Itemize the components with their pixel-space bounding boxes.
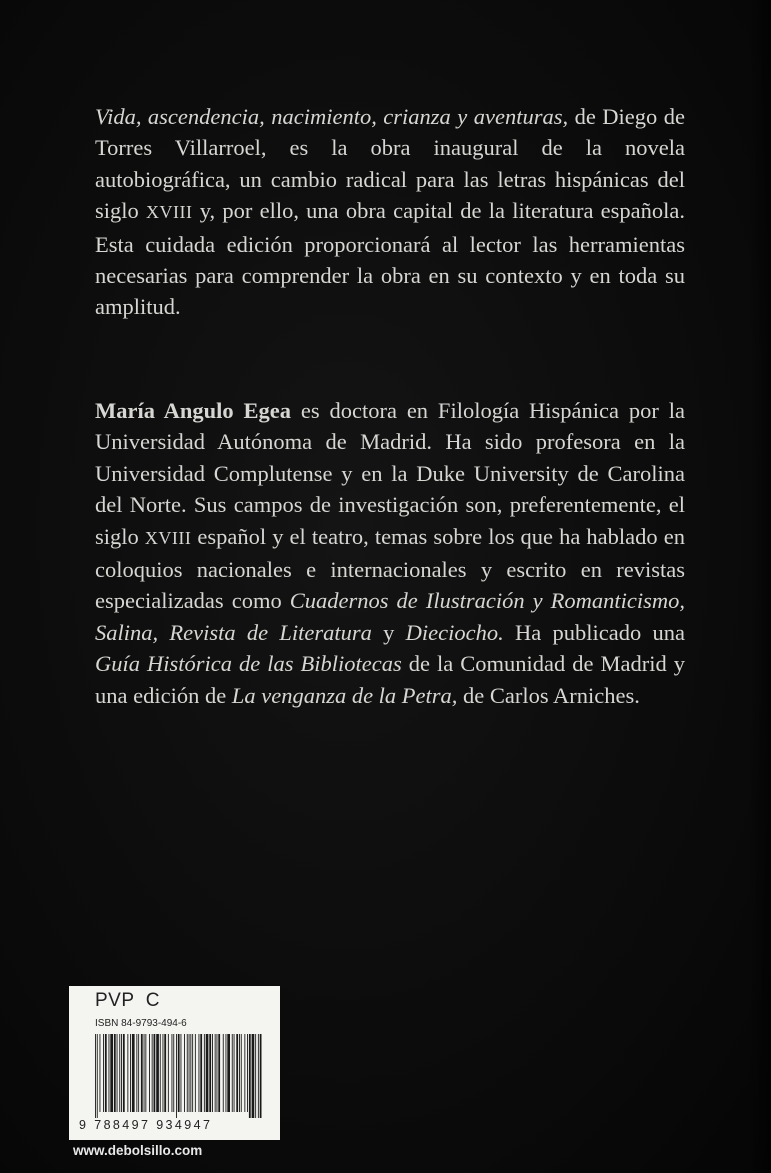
barcode-bar: [130, 1034, 131, 1112]
barcode-bar: [154, 1034, 156, 1112]
barcode-bar: [234, 1034, 235, 1112]
barcode-bar: [181, 1034, 182, 1112]
barcode-bar: [178, 1034, 180, 1112]
synopsis-text: de Diego de Torres Villarroel, es la obra inaugural de la novela autobiográfica, un cambio radical para las letras hispánicas del siglo: [95, 104, 685, 224]
barcode-bar: [199, 1034, 200, 1112]
barcode-bar: [236, 1034, 238, 1112]
barcode-bar: [227, 1034, 230, 1112]
barcode-bar: [232, 1034, 233, 1112]
barcode-bar: [215, 1034, 216, 1112]
barcode-bar: [132, 1034, 135, 1112]
barcode-bar: [149, 1034, 150, 1112]
century-numeral: XVIII: [146, 202, 193, 223]
century-numeral: XVIII: [144, 527, 192, 548]
barcode-bar: [249, 1034, 251, 1118]
bio-text: es doctora en Filología Hispánica por la Universidad Autónoma de Madrid. Ha sido profesora en la Universidad Complutense y en la Duke University de Carolina del Norte. Sus campos de investigación son, preferentemente, el siglo: [95, 398, 685, 549]
barcode-bar: [239, 1034, 240, 1112]
synopsis-text: y, por ello, una obra capital de la literatura española. Esta cuidada edición proporcionará al lector las herramientas necesarias para comprender la obra en su contexto y en toda su amplitud.: [95, 198, 686, 320]
barcode-bar: [260, 1034, 262, 1118]
barcode-bar: [164, 1034, 166, 1112]
barcode-bar: [123, 1034, 125, 1112]
author-name: María Angulo Egea: [95, 398, 291, 423]
barcode-label: [69, 986, 280, 1140]
bio-text: Ha publicado una: [503, 619, 685, 645]
barcode-bar: [141, 1034, 143, 1112]
bio-text: de Carlos Arniches.: [457, 682, 640, 708]
barcode-bar: [121, 1034, 122, 1112]
barcode-bar: [226, 1034, 227, 1112]
barcode-bar: [173, 1034, 174, 1112]
website-url: www.debolsillo.com: [73, 1143, 203, 1158]
barcode-bar: [156, 1034, 159, 1112]
barcode-bar: [144, 1034, 145, 1112]
barcode-bar: [127, 1034, 128, 1112]
barcode-bar: [172, 1034, 173, 1112]
barcode-bar: [95, 1034, 96, 1118]
barcode-bar: [217, 1034, 218, 1112]
synopsis-paragraph: [95, 101, 685, 323]
barcode-bar: [145, 1034, 146, 1112]
barcode-bar: [152, 1034, 153, 1112]
barcode-bar: [212, 1034, 213, 1112]
barcode-bar: [105, 1034, 107, 1112]
author-bio-paragraph: [95, 395, 685, 711]
journal-titles: Cuadernos de Ilustración y Romanticismo, Salina, Revista de Literatura: [95, 588, 685, 645]
barcode-bar: [168, 1034, 169, 1112]
barcode-bar: [189, 1034, 190, 1112]
barcode-bar: [241, 1034, 242, 1112]
barcode-bar: [209, 1034, 211, 1112]
barcode-bar: [117, 1034, 118, 1112]
ean-number: 9 788497 934947: [79, 1118, 213, 1132]
barcode-bar: [119, 1034, 120, 1112]
work-title: La venganza de la Petra,: [231, 682, 458, 708]
barcode-bar: [163, 1034, 164, 1112]
barcode-bar: [252, 1034, 255, 1118]
barcode-bar: [192, 1034, 193, 1112]
bio-text: español y el teatro, temas sobre los que ha hablado en coloquios nacionales e internacionales y escrito en revistas especializadas como: [95, 523, 685, 614]
barcode-bar: [204, 1034, 205, 1112]
isbn-text: ISBN 84-9793-494-6: [95, 1018, 187, 1029]
barcode-bar: [200, 1034, 202, 1112]
barcode-bar: [218, 1034, 220, 1112]
barcode-bar: [100, 1034, 101, 1112]
barcode-bar: [109, 1034, 110, 1112]
barcode-bar: [184, 1034, 185, 1112]
barcode-bar: [258, 1034, 259, 1118]
price-label: PVP C: [95, 990, 160, 1011]
barcode-bar: [255, 1034, 256, 1118]
barcode-bar: [97, 1034, 98, 1118]
barcode-bar: [103, 1034, 104, 1112]
barcode-bar: [187, 1034, 188, 1112]
book-title: Vida, ascendencia, nacimiento, crianza y aventuras,: [95, 104, 569, 129]
barcode-bar: [223, 1034, 224, 1112]
barcode-bar: [138, 1034, 139, 1112]
bio-text: de la Comunidad de Madrid y una edición de: [95, 651, 685, 708]
barcode-bar: [195, 1034, 196, 1112]
barcode-bar: [176, 1034, 177, 1118]
journal-title: Dieciocho.: [405, 619, 504, 645]
barcode-bar: [247, 1034, 248, 1112]
barcode-bar: [244, 1034, 245, 1112]
barcode-bar: [136, 1034, 137, 1112]
work-title: Guía Histórica de las Bibliotecas: [95, 651, 402, 677]
bio-text: y: [371, 619, 406, 645]
barcode-bar: [114, 1034, 116, 1112]
cover-edge-shadow: [749, 0, 771, 1173]
barcode-bar: [206, 1034, 209, 1112]
barcode-bar: [190, 1034, 191, 1112]
barcode-bar: [110, 1034, 113, 1112]
barcode-bar: [160, 1034, 161, 1112]
barcode-bars: [95, 1034, 263, 1118]
